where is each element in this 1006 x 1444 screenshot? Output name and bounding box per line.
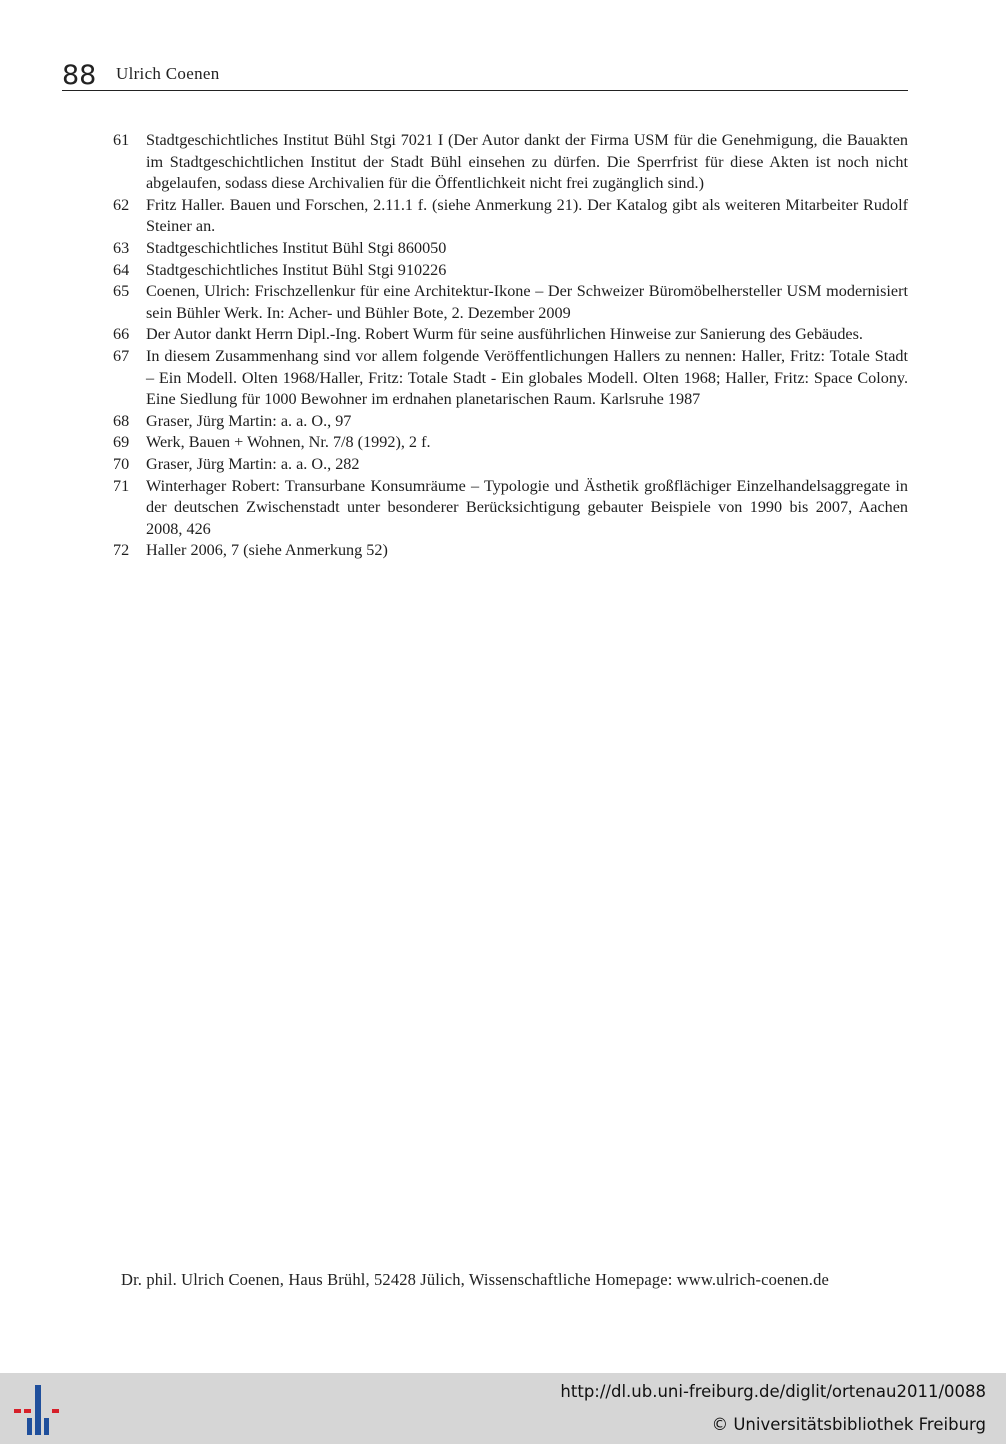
footnote (113, 260, 908, 282)
footnote-number: 64 (113, 260, 130, 279)
ub-freiburg-logo-icon (14, 1385, 64, 1435)
footnotes-list (113, 130, 908, 562)
footnote (113, 238, 908, 260)
footnote-text: Stadtgeschichtliches Institut Bühl Stgi 7021 I (Der Autor dankt der Firma USM für die Genehmigung, die Bauakten im Stadtgeschichtlichen Institut der Stadt Bühl einsehen zu dürfen. Die Sperrfrist für diese Akten ist noch nicht abgelaufen, sodass diese Archivalien für die Öffentlichkeit nicht frei zugänglich sind.) (146, 131, 908, 193)
footnote-number: 71 (113, 476, 130, 495)
footnote (113, 324, 908, 346)
footnote-text: Graser, Jürg Martin: a. a. O., 282 (146, 454, 360, 473)
footnote-number: 72 (113, 541, 130, 560)
footnote-number: 70 (113, 454, 130, 473)
footnote-number: 62 (113, 195, 130, 214)
footnote-text: Winterhager Robert: Transurbane Konsumräume – Typologie und Ästhetik großflächiger Einzelhandelsaggregate in der deutschen Zwischenstadt unter besonderer Berücksichtigung gebauter Beispiele von 1990 bis 2007, Aachen 2008, 426 (146, 476, 908, 538)
footnote (113, 476, 908, 541)
footnote (113, 130, 908, 195)
running-head: Ulrich Coenen (116, 64, 220, 83)
footnote-text: In diesem Zusammenhang sind vor allem folgende Veröffentlichungen Hallers zu nennen: Haller, Fritz: Totale Stadt – Ein Modell. Olten 1968/Haller, Fritz: Totale Stadt - Ein globales Modell. Olten 1968; Haller, Fritz: Space Colony. Eine Siedlung für 1000 Bewohner im erdnahen planetarischen Raum. Karlsruhe 1987 (146, 346, 908, 409)
footer-url-link[interactable]: http://dl.ub.uni-freiburg.de/diglit/ortenau2011/0088 (560, 1382, 986, 1401)
footnote (113, 411, 908, 433)
footnote-number: 65 (113, 282, 130, 301)
footnote (113, 540, 908, 562)
footnote (113, 195, 908, 238)
footnote-number: 61 (113, 131, 130, 149)
footer-copyright: © Universitätsbibliothek Freiburg (711, 1415, 986, 1434)
footnote-number: 66 (113, 325, 130, 344)
footnote-number: 67 (113, 346, 130, 365)
footnote-text: Graser, Jürg Martin: a. a. O., 97 (146, 411, 352, 430)
footnote-text: Stadtgeschichtliches Institut Bühl Stgi 910226 (146, 260, 447, 279)
footnote-text: Fritz Haller. Bauen und Forschen, 2.11.1 f. (siehe Anmerkung 21). Der Katalog gibt als weiteren Mitarbeiter Rudolf Steiner an. (146, 195, 908, 236)
page-header (62, 58, 908, 91)
footnote-number: 63 (113, 238, 130, 257)
author-address: Dr. phil. Ulrich Coenen, Haus Brühl, 52428 Jülich, Wissenschaftliche Homepage: www.ulrich-coenen.de (121, 1270, 829, 1289)
footnote-number: 68 (113, 411, 130, 430)
footer-bar (0, 1373, 1006, 1444)
footnote (113, 346, 908, 411)
footnote (113, 432, 908, 454)
footnote-text: Werk, Bauen + Wohnen, Nr. 7/8 (1992), 2 f. (146, 433, 431, 452)
footnote-text: Coenen, Ulrich: Frischzellenkur für eine Architektur-Ikone – Der Schweizer Büromöbelhersteller USM modernisiert sein Bühler Werk. In: Acher- und Bühler Bote, 2. Dezember 2009 (146, 282, 908, 322)
footnote-text: Stadtgeschichtliches Institut Bühl Stgi 860050 (146, 238, 447, 257)
page-number: 88 (62, 60, 97, 91)
footnote-text: Haller 2006, 7 (siehe Anmerkung 52) (146, 541, 388, 560)
footnote-number: 69 (113, 433, 130, 452)
footnote (113, 281, 908, 324)
footnote (113, 454, 908, 476)
footnote-text: Der Autor dankt Herrn Dipl.-Ing. Robert Wurm für seine ausführlichen Hinweise zur Sanierung des Gebäudes. (146, 325, 863, 344)
